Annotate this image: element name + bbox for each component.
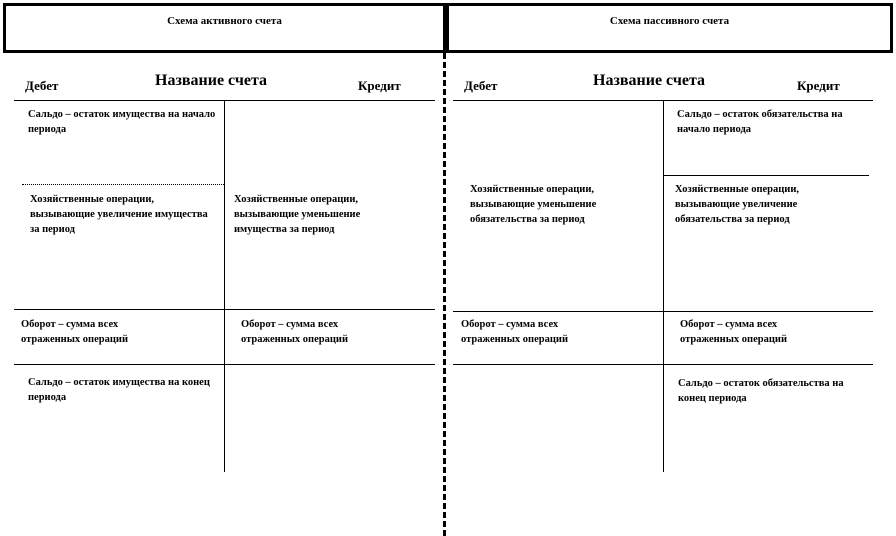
active-turnover-bottom — [14, 364, 435, 365]
active-debit-operations: Хозяйственные операции, вызывающие увеличение имущества за период — [30, 194, 208, 235]
passive-closing-balance: Сальдо – остаток обязательства на конец периода — [678, 378, 844, 404]
passive-turnover-bottom — [453, 364, 873, 365]
passive-turnover-credit: Оборот – сумма всех отраженных операций — [680, 319, 787, 345]
passive-t-vertical — [663, 100, 664, 472]
active-debit-label: Дебет — [25, 78, 59, 93]
passive-opening-balance: Сальдо – остаток обязательства на начало периода — [677, 109, 843, 135]
passive-debit-operations: Хозяйственные операции, вызывающие уменьшение обязательства за период — [470, 184, 597, 225]
active-opening-balance: Сальдо – остаток имущества на начало периода — [28, 109, 216, 135]
active-account-title: Название счета — [155, 72, 268, 89]
active-scheme-header-text: Схема активного счета — [167, 15, 282, 27]
passive-credit-operations: Хозяйственные операции, вызывающие увеличение обязательства за период — [675, 184, 800, 225]
passive-opening-divider — [663, 175, 869, 176]
passive-credit-label: Кредит — [797, 78, 840, 93]
active-credit-label: Кредит — [358, 78, 401, 93]
active-turnover-debit: Оборот – сумма всех отраженных операций — [21, 319, 128, 345]
passive-turnover-top — [453, 311, 873, 312]
active-scheme-header — [3, 3, 446, 53]
passive-debit-label: Дебет — [464, 78, 498, 93]
passive-scheme-header-text: Схема пассивного счета — [609, 15, 730, 27]
passive-scheme-header — [446, 3, 893, 53]
active-opening-divider — [22, 184, 224, 185]
passive-account-title: Название счета — [593, 72, 706, 89]
active-turnover-top — [14, 309, 435, 310]
passive-turnover-debit: Оборот – сумма всех отраженных операций — [461, 319, 568, 345]
active-credit-operations: Хозяйственные операции, вызывающие уменьшение имущества за период — [234, 194, 361, 235]
central-divider — [443, 53, 446, 536]
active-turnover-credit: Оборот – сумма всех отраженных операций — [241, 319, 348, 345]
active-t-vertical — [224, 100, 225, 472]
active-closing-balance: Сальдо – остаток имущества на конец периода — [28, 377, 210, 403]
